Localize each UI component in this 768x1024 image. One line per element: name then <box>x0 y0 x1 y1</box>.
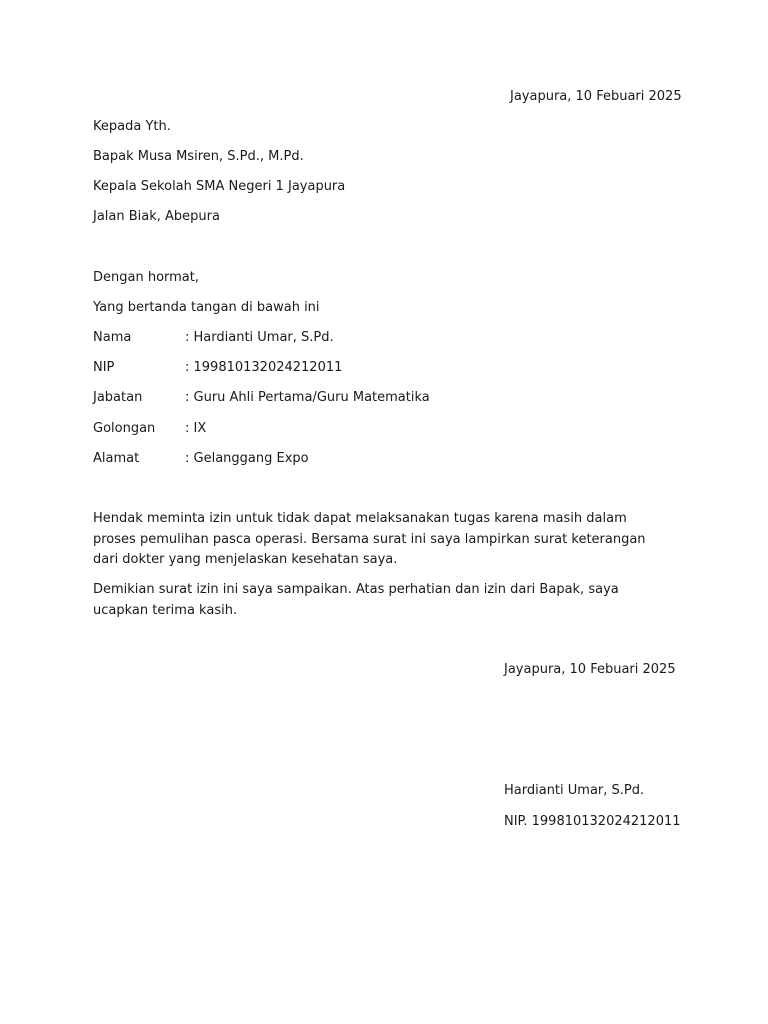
identity-value-name: : Hardianti Umar, S.Pd. <box>185 330 334 345</box>
recipient-address: Jalan Biak, Abepura <box>93 209 220 224</box>
signature-name: Hardianti Umar, S.Pd. <box>504 783 645 798</box>
identity-label-name: Nama <box>93 330 132 345</box>
greeting: Dengan hormat, <box>93 270 200 285</box>
body-paragraph-2: Demikian surat izin ini saya sampaikan. Atas perhatian dan izin dari Bapak, saya ucapkan terima kasih. <box>93 582 619 618</box>
recipient-salutation: Kepada Yth. <box>93 119 171 134</box>
identity-value-alamat: : Gelanggang Expo <box>185 451 309 466</box>
recipient-name: Bapak Musa Msiren, S.Pd., M.Pd. <box>93 149 304 164</box>
signature-date: Jayapura, 10 Febuari 2025 <box>504 662 676 677</box>
identity-value-nip: : 199810132024212011 <box>185 360 343 375</box>
identity-label-golongan: Golongan <box>93 421 156 436</box>
identity-value-jabatan: : Guru Ahli Pertama/Guru Matematika <box>185 390 430 405</box>
identity-label-nip: NIP <box>93 360 115 375</box>
identity-value-golongan: : IX <box>185 421 207 436</box>
body-paragraph-1: Hendak meminta izin untuk tidak dapat melaksanakan tugas karena masih dalam proses pemulihan pasca operasi. Bersama surat ini saya lampirkan surat keterangan dari dokter yang menjelaskan kesehatan saya. <box>93 511 646 567</box>
recipient-position: Kepala Sekolah SMA Negeri 1 Jayapura <box>93 179 346 194</box>
signature-nip: NIP. 199810132024212011 <box>504 814 681 829</box>
identity-label-jabatan: Jabatan <box>93 390 143 405</box>
intro-line: Yang bertanda tangan di bawah ini <box>93 300 320 315</box>
letter-date: Jayapura, 10 Febuari 2025 <box>510 89 682 104</box>
identity-label-alamat: Alamat <box>93 451 140 466</box>
